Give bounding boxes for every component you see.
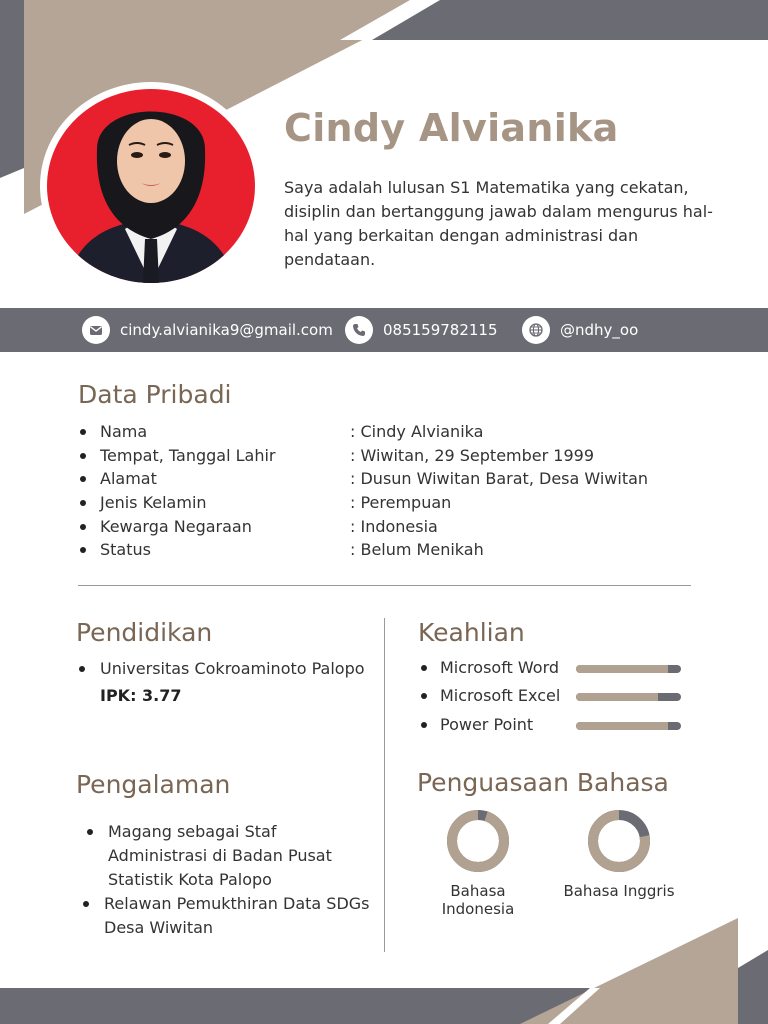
field-label: Nama bbox=[100, 422, 148, 441]
list-item bbox=[78, 515, 678, 539]
field-label: Kewarga Negaraan bbox=[100, 516, 252, 536]
language-donut bbox=[445, 808, 511, 874]
skill-label: Microsoft Excel bbox=[418, 684, 560, 708]
field-value: : Cindy Alvianika bbox=[350, 422, 484, 441]
avatar bbox=[47, 89, 255, 283]
language-donut bbox=[586, 808, 652, 874]
field-label: Tempat, Tanggal Lahir bbox=[100, 445, 276, 465]
list-item: Magang sebagai Staf Administrasi di Badan Pusat Statistik Kota Palopo bbox=[84, 820, 376, 892]
contact-email[interactable] bbox=[82, 308, 333, 352]
list-item bbox=[78, 467, 678, 491]
section-title-pendidikan: Pendidikan bbox=[76, 618, 213, 647]
globe-icon bbox=[522, 316, 550, 344]
vertical-divider bbox=[384, 618, 385, 952]
list-item bbox=[78, 491, 678, 515]
experience-list-2 bbox=[80, 892, 376, 940]
skill-bar bbox=[576, 722, 681, 730]
field-label: Status bbox=[100, 540, 151, 560]
section-title-pengalaman: Pengalaman bbox=[76, 770, 231, 799]
list-item bbox=[78, 538, 678, 562]
field-value: : Wiwitan, 29 September 1999 bbox=[350, 445, 594, 465]
field-value: : Indonesia bbox=[350, 516, 438, 536]
social-text[interactable]: @ndhy_oo bbox=[560, 321, 639, 339]
education-list bbox=[76, 657, 376, 681]
field-label: Alamat bbox=[100, 469, 157, 489]
personal-data-list bbox=[78, 420, 678, 562]
field-value: : Dusun Wiwitan Barat, Desa Wiwitan bbox=[350, 469, 649, 489]
phone-text[interactable]: 085159782115 bbox=[383, 321, 498, 339]
envelope-icon bbox=[82, 316, 110, 344]
profile-photo bbox=[40, 82, 262, 290]
list-item: Relawan Pemukthiran Data SDGs Desa Wiwitan bbox=[80, 892, 376, 940]
list-item bbox=[78, 420, 678, 444]
list-item bbox=[78, 444, 678, 468]
field-value: : Perempuan bbox=[350, 493, 452, 513]
language-label: Bahasa Inggris bbox=[563, 882, 675, 900]
language-label: Bahasa Indonesia bbox=[441, 882, 515, 918]
contact-social[interactable] bbox=[522, 308, 638, 352]
section-title-keahlian: Keahlian bbox=[418, 618, 525, 647]
language-inggris bbox=[560, 808, 678, 900]
skill-label: Power Point bbox=[418, 713, 533, 737]
contact-phone[interactable] bbox=[345, 308, 498, 352]
skill-bar-fill bbox=[576, 665, 668, 673]
field-value: : Belum Menikah bbox=[350, 540, 484, 560]
contact-bar bbox=[0, 308, 768, 352]
section-title-data-pribadi: Data Pribadi bbox=[78, 380, 232, 409]
skill-label: Microsoft Word bbox=[418, 656, 559, 680]
skill-bar bbox=[576, 693, 681, 701]
skill-row bbox=[418, 656, 688, 680]
skill-row bbox=[418, 713, 688, 737]
profile-summary: Saya adalah lulusan S1 Matematika yang cekatan, disiplin dan bertanggung jawab dalam mengurus hal-hal yang berkaitan dengan administrasi dan pendataan. bbox=[284, 178, 713, 269]
list-item: Universitas Cokroaminoto Palopo bbox=[76, 657, 376, 681]
language-indonesia bbox=[416, 808, 540, 918]
skill-bar-fill bbox=[576, 722, 668, 730]
horizontal-divider bbox=[78, 585, 691, 586]
skill-bar-fill bbox=[576, 693, 658, 701]
skill-row bbox=[418, 684, 688, 708]
section-title-bahasa: Penguasaan Bahasa bbox=[417, 768, 669, 797]
email-text[interactable]: cindy.alvianika9@gmail.com bbox=[120, 321, 333, 339]
skill-bar bbox=[576, 665, 681, 673]
ipk-value: IPK: 3.77 bbox=[100, 686, 182, 705]
field-label: Jenis Kelamin bbox=[100, 493, 207, 513]
experience-list bbox=[84, 820, 376, 892]
phone-icon bbox=[345, 316, 373, 344]
candidate-name: Cindy Alvianika bbox=[284, 106, 619, 150]
